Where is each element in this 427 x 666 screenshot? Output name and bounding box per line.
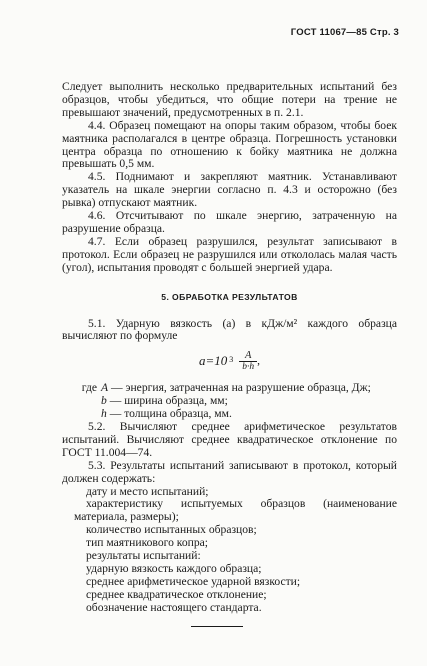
end-rule (191, 626, 243, 627)
formula-fraction (239, 350, 257, 373)
paragraph-4-5: 4.5. Поднимают и закрепляют маятник. Устанавливают указатель на шкале энергии согласно п. 4.3 и осторожно (без рывка) отпускают маятник. (62, 170, 397, 210)
list-item: ударную вязкость каждого образца; (86, 562, 262, 575)
list-item: среднее квадратическое отклонение; (86, 587, 267, 601)
definition-row: h — толщина образца, мм. (101, 407, 232, 421)
formula (62, 350, 397, 373)
paragraph-4-7: 4.7. Если образец разрушился, результат записывают в протокол. Если образец не разрушился или откололась малая часть (угол), испытания проводят с большей энергией удара. (62, 234, 397, 274)
formula-end: , (257, 354, 261, 368)
paragraph-5-1: 5.1. Ударную вязкость (a) в кДж/м² каждого образца вычисляют по формуле (62, 316, 397, 343)
list-item: характеристику испытуемых образцов (наименование материала, размеры); (74, 497, 397, 524)
formula-exponent: 3 (229, 354, 234, 364)
section-title: 5. ОБРАБОТКА РЕЗУЛЬТАТОВ (161, 291, 298, 302)
list-item: дату и место испытаний; (86, 484, 209, 498)
document-body (62, 81, 397, 615)
list-item: среднее арифметическое ударной вязкости; (86, 574, 301, 588)
list-item: обозначение настоящего стандарта. (86, 600, 262, 614)
paragraph-5-2: 5.2. Вычисляют среднее арифметическое результатов испытаний. Вычисляют среднее квадратическое отклонение по ГОСТ 11.004—74. (62, 420, 397, 459)
protocol-contents-list (62, 486, 397, 615)
definition-row: b — ширина образца, мм; (101, 394, 228, 408)
definition-row: где A — энергия, затраченная на разрушение образца, Дж; (81, 381, 371, 395)
formula-denominator: b·h (242, 362, 255, 373)
list-item: тип маятникового копра; (86, 536, 208, 550)
list-item: результаты испытаний: (86, 549, 201, 563)
paragraph-intro: Следует выполнить несколько предварительных испытаний без образцов, чтобы убедиться, что общие потери на трение не превышают значений, предусмотренных в п. 2.1. (62, 80, 397, 119)
paragraph-5-3: 5.3. Результаты испытаний записывают в протокол, который должен содержать: (62, 458, 397, 485)
paragraph-4-6: 4.6. Отсчитывают по шкале энергию, затраченную на разрушение образца. (62, 209, 397, 235)
formula-numerator: A (244, 350, 252, 362)
formula-lhs: a=10 (198, 353, 228, 369)
list-item: количество испытанных образцов; (86, 523, 257, 537)
page-header: ГОСТ 11067—85 Стр. 3 (290, 27, 399, 38)
paragraph-4-4: 4.4. Образец помещают на опоры таким образом, чтобы боек маятника располагался в центре образца. Погрешность установки центра образца по отношению к бойку маятника не должна превышать 0,5 мм. (62, 118, 397, 171)
